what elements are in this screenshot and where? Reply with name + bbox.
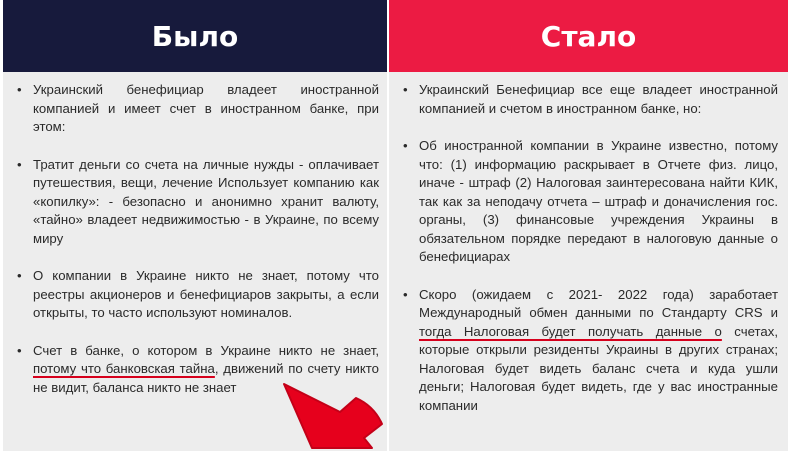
before-title: Было	[151, 19, 239, 53]
after-column	[389, 0, 788, 451]
bullet: •	[17, 82, 22, 97]
list-item	[17, 156, 379, 249]
bullet: •	[17, 268, 22, 283]
item-text-end: , движений по счету никто не видит, баланса никто не знает	[33, 361, 379, 395]
item-text: Украинский Бенефициар все еще владеет иностранной компанией и счетом в иностранном банке, но:	[419, 82, 778, 116]
bullet: •	[403, 138, 408, 153]
item-text: Украинский бенефициар владеет иностранной компанией и имеет счет в иностранном банке, при этом:	[33, 82, 379, 134]
red-arrow-icon	[270, 380, 388, 451]
after-list	[403, 81, 778, 415]
list-item	[403, 81, 778, 118]
item-text: О компании в Украине никто не знает, потому что реестры акционеров и бенефициаров закрыты, а если открыты, то часто используют номиналов.	[33, 268, 379, 320]
item-text: Тратит деньги со счета на личные нужды - оплачивает путешествия, вещи, лечение Использует компанию как «копилку»: - безопасно и анонимно хранит валюту, «тайно» владеет недвижимостью - в Украине, по всему миру	[33, 156, 379, 246]
list-item	[403, 137, 778, 267]
bullet: •	[17, 156, 22, 172]
before-list	[17, 81, 379, 397]
highlighted-text: потому что банковская тайна	[33, 361, 215, 376]
bullet: •	[403, 82, 408, 97]
item-text-start: Скоро (ожидаем с 2021- 2022 года) заработает Международный обмен данными по Стандарту CRS и	[419, 286, 778, 320]
list-item	[17, 81, 379, 137]
list-item	[403, 286, 778, 416]
before-header	[3, 0, 387, 72]
list-item	[17, 267, 379, 323]
bullet: •	[17, 342, 22, 358]
item-text: Об иностранной компании в Украине известно, потому что: (1) информацию раскрывает в Отчете физ. лицо, иначе - штраф (2) Налоговая заинтересована найти КИК, так как за неподачу отчета – штраф и доначисления гос. органы, (3) финансовые учреждения Украины в обязательном порядке передают в налоговую данные о бенефициарах	[419, 138, 778, 264]
after-title: Стало	[540, 19, 637, 53]
item-text-end: счетах, которые открыли резиденты Украины в других странах; Налоговая будет видеть баланс счета и куда ушли деньги; Налоговая будет видеть, где у вас иностранные компании	[419, 323, 778, 413]
after-panel	[389, 72, 788, 451]
after-header	[389, 0, 788, 72]
highlighted-text: тогда Налоговая будет получать данные о	[419, 323, 722, 339]
bullet: •	[403, 286, 408, 302]
item-text-start: Счет в банке, о котором в Украине никто не знает,	[33, 342, 379, 358]
